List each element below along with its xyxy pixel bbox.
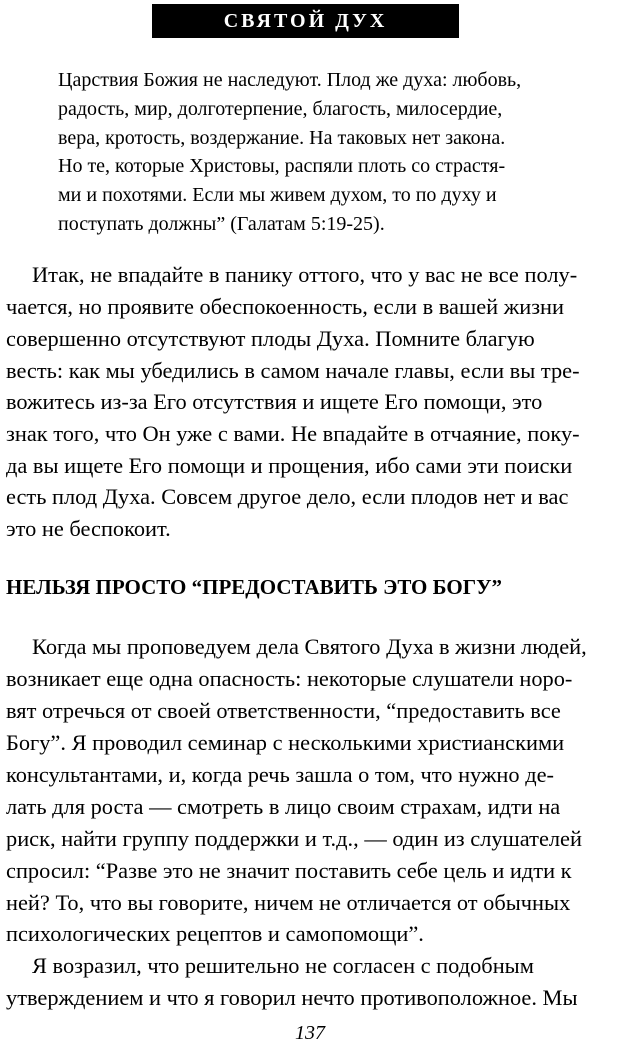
paragraph-line: чается, но проявите обеспокоенность, если в вашей жизни <box>6 294 565 319</box>
quote-line: ми и похотями. Если мы живем духом, то по духу и <box>58 184 497 206</box>
paragraph-line: спросил: “Разве это не значит поставить себе цель и идти к <box>6 858 572 883</box>
paragraph-line: Богу”. Я проводил семинар с несколькими христианскими <box>6 730 565 755</box>
running-head-text: СВЯТОЙ ДУХ <box>223 9 388 32</box>
paragraph-line: утверждением и что я говорил нечто противоположное. Мы <box>6 985 578 1010</box>
paragraph-line: консультантами, и, когда речь зашла о том, что нужно де- <box>6 762 554 787</box>
paragraph-line: Итак, не впадайте в панику оттого, что у вас не все полу- <box>32 262 578 287</box>
paragraph-line: возникает еще одна опасность: некоторые слушатели норо- <box>6 666 573 691</box>
paragraph-line: Когда мы проповедуем дела Святого Духа в жизни людей, <box>32 634 587 659</box>
paragraph-line: знак того, что Он уже с вами. Не впадайте в отчаяние, поку- <box>6 421 580 446</box>
paragraph-line: совершенно отсутствуют плоды Духа. Помните благую <box>6 326 535 351</box>
paragraph-line: риск, найти группу поддержки и т.д., — один из слушателей <box>6 826 582 851</box>
page-number: 137 <box>295 1022 325 1044</box>
paragraph-line: это не беспокоит. <box>6 516 171 541</box>
paragraph-line: весть: как мы убедились в самом начале главы, если вы тре- <box>6 358 580 383</box>
quote-line: вера, кротость, воздержание. На таковых нет закона. <box>58 127 506 149</box>
paragraph-line: есть плод Духа. Совсем другое дело, если плодов нет и вас <box>6 484 569 509</box>
quote-line: поступать должны” (Галатам 5:19-25). <box>58 213 385 235</box>
paragraph-line: ней? То, что вы говорите, ничем не отличается от обычных <box>6 890 571 915</box>
paragraph-line: вожитесь из-за Его отсутствия и ищете Его помощи, это <box>6 389 543 414</box>
paragraph-line: да вы ищете Его помощи и прощения, ибо сами эти поиски <box>6 453 573 478</box>
quote-line: радость, мир, долготерпение, благость, милосердие, <box>58 98 503 120</box>
running-head <box>152 4 459 38</box>
section-heading: НЕЛЬЗЯ ПРОСТО “ПРЕДОСТАВИТЬ ЭТО БОГУ” <box>6 575 502 599</box>
paragraph-line: Я возразил, что решительно не согласен с подобным <box>32 953 534 978</box>
paragraph-line: психологических рецептов и самопомощи”. <box>6 921 424 946</box>
quote-line: Но те, которые Христовы, распяли плоть со страстя- <box>58 155 506 177</box>
quote-line: Царствия Божия не наследуют. Плод же духа: любовь, <box>58 69 522 91</box>
paragraph-line: вят отречься от своей ответственности, “предоставить все <box>6 698 561 723</box>
paragraph-line: лать для роста — смотреть в лицо своим страхам, идти на <box>6 794 561 819</box>
